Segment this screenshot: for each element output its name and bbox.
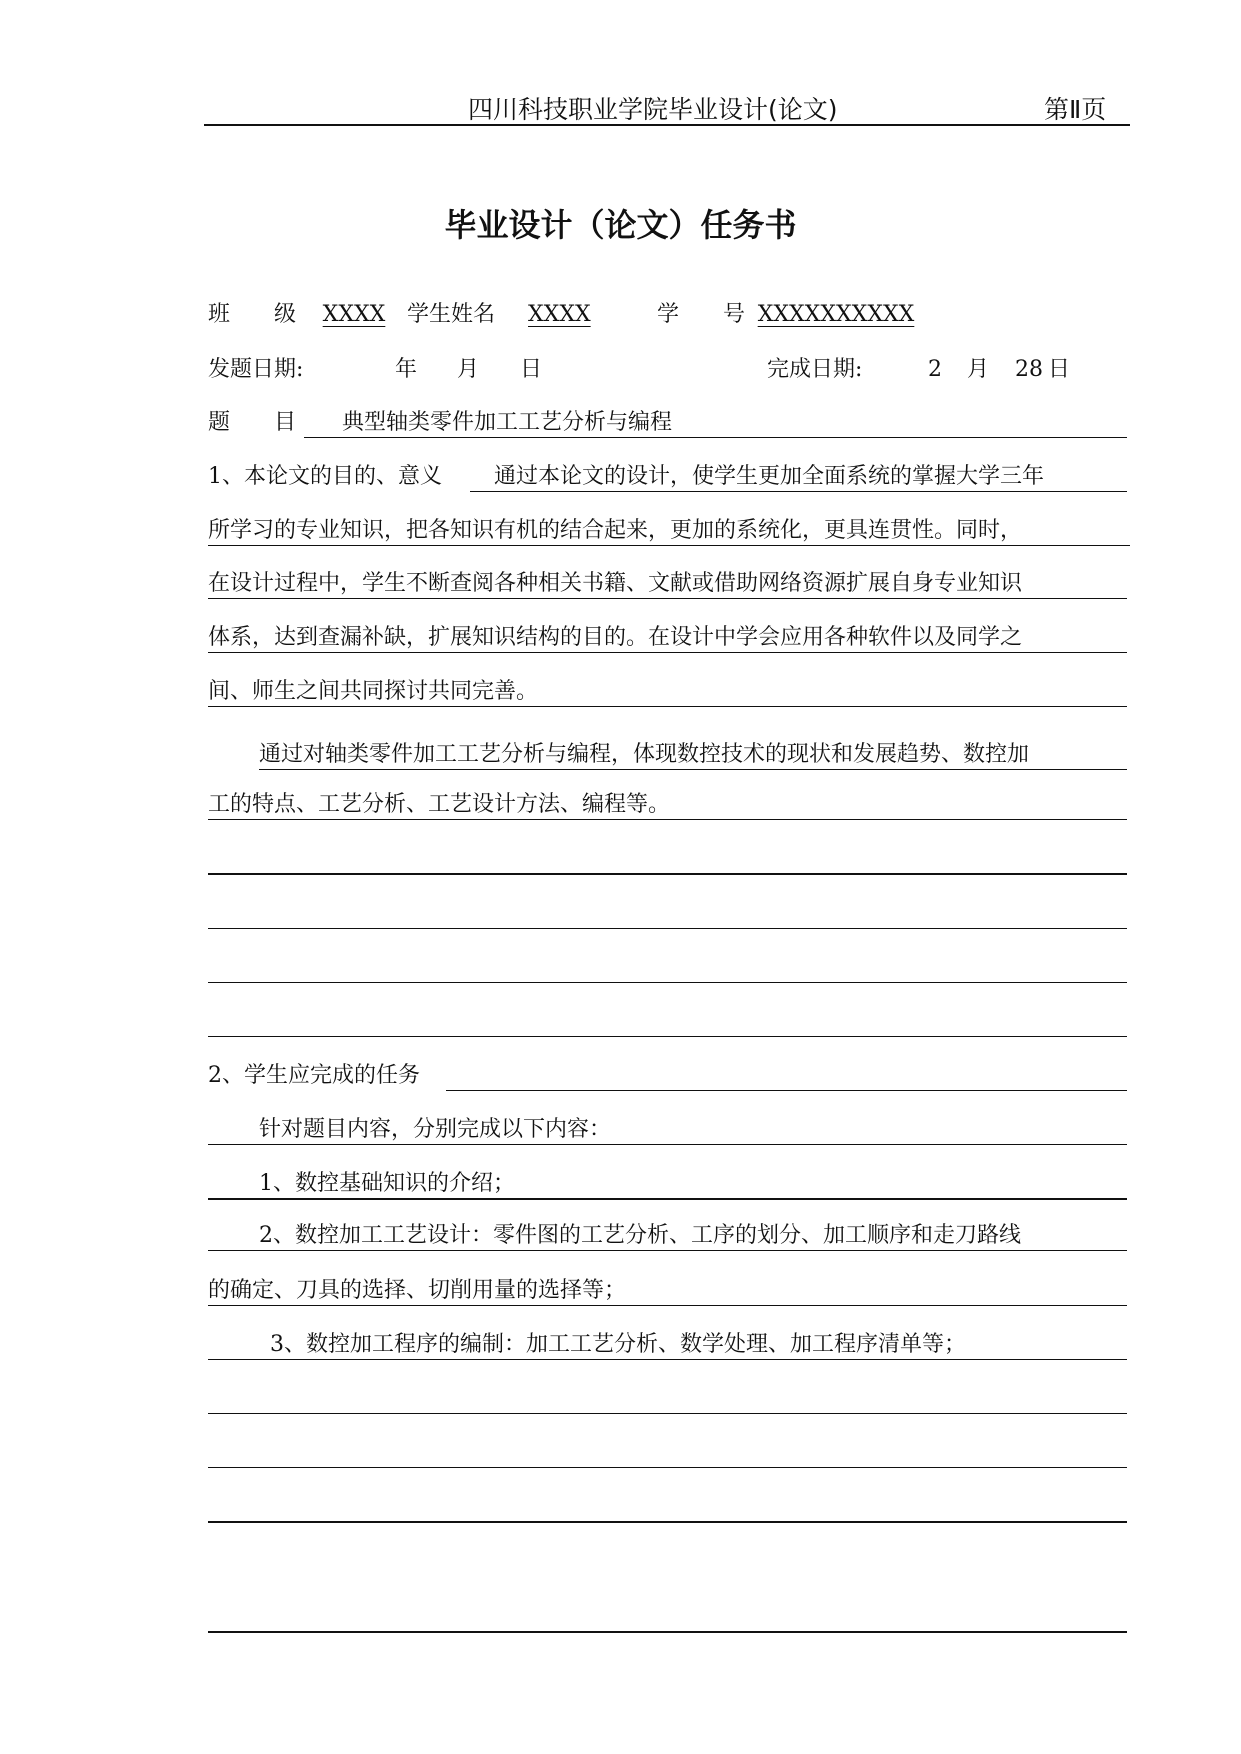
school-header-title: 四川科技职业学院毕业设计(论文) [468,95,838,124]
finish-month-value: 2 [928,357,942,382]
section2-line: 2、数控加工工艺设计：零件图的工艺分析、工序的划分、加工顺序和走刀路线 [259,1223,1021,1248]
section2-line: 的确定、刀具的选择、切削用量的选择等； [208,1278,627,1303]
section2-heading: 2、学生应完成的任务 [208,1063,420,1088]
section2-heading-underline [446,1090,1127,1091]
blank-line [208,1413,1127,1414]
section2-line-underline [208,1198,1127,1200]
section1-line-underline [208,652,1127,653]
section2-line: 针对题目内容，分别完成以下内容： [259,1117,612,1142]
blank-line [208,1631,1127,1633]
issue-date-label: 发题日期: [208,357,304,382]
issue-month-label: 月 [457,357,480,382]
blank-line [208,1467,1127,1468]
section1-line-underline [259,769,1127,770]
finish-day-label: 日 [1048,357,1071,382]
blank-line [208,1521,1127,1523]
section1-line: 通过本论文的设计，使学生更加全面系统的掌握大学三年 [494,464,1045,489]
student-id-label: 学 号 [657,302,746,327]
section2-line: 3、数控加工程序的编制：加工工艺分析、数学处理、加工程序清单等； [270,1332,966,1357]
section1-heading: 1、本论文的目的、意义 [208,464,442,489]
finish-date-label: 完成日期: [767,357,863,382]
class-value: XXXX [322,302,386,327]
student-id-value: XXXXXXXXXX [757,302,915,327]
blank-line [208,1036,1127,1037]
header-divider [204,124,1130,126]
blank-line [208,873,1127,875]
blank-line [208,982,1127,983]
class-label: 班 级 [208,302,297,327]
section1-line: 间、师生之间共同探讨共同完善。 [208,679,539,704]
blank-line [208,928,1127,929]
section1-line: 工的特点、工艺分析、工艺设计方法、编程等。 [208,792,671,817]
topic-underline [304,437,1127,438]
topic-value: 典型轴类零件加工工艺分析与编程 [342,410,673,435]
issue-day-label: 日 [520,357,543,382]
issue-year-label: 年 [395,357,418,382]
section2-line: 1、数控基础知识的介绍； [259,1171,515,1196]
section1-line-underline [208,598,1127,599]
section1-line-underline [208,545,1130,546]
topic-label: 题 目 [208,410,297,435]
section1-line: 所学习的专业知识，把各知识有机的结合起来，更加的系统化，更具连贯性。同时， [208,518,1023,543]
document-title: 毕业设计（论文）任务书 [444,206,797,244]
finish-day-value: 28 [1015,357,1043,382]
section1-line-underline [470,491,1127,492]
section1-line: 体系，达到查漏补缺，扩展知识结构的目的。在设计中学会应用各种软件以及同学之 [208,625,1023,650]
section1-line: 在设计过程中，学生不断查阅各种相关书籍、文献或借助网络资源扩展自身专业知识 [208,571,1023,596]
section2-line-underline [208,1144,1127,1145]
section1-line-underline [208,706,1127,707]
section1-line-underline [208,819,1127,820]
page-number-label: 第Ⅱ页 [1044,95,1107,124]
student-name-value: XXXX [528,302,591,327]
section2-line-underline [208,1305,1127,1306]
section1-line: 通过对轴类零件加工工艺分析与编程，体现数控技术的现状和发展趋势、数控加 [259,742,1030,767]
section2-line-underline [208,1250,1127,1251]
finish-month-label: 月 [967,357,990,382]
student-name-label: 学生姓名 [407,302,496,327]
section2-line-underline [208,1359,1127,1360]
